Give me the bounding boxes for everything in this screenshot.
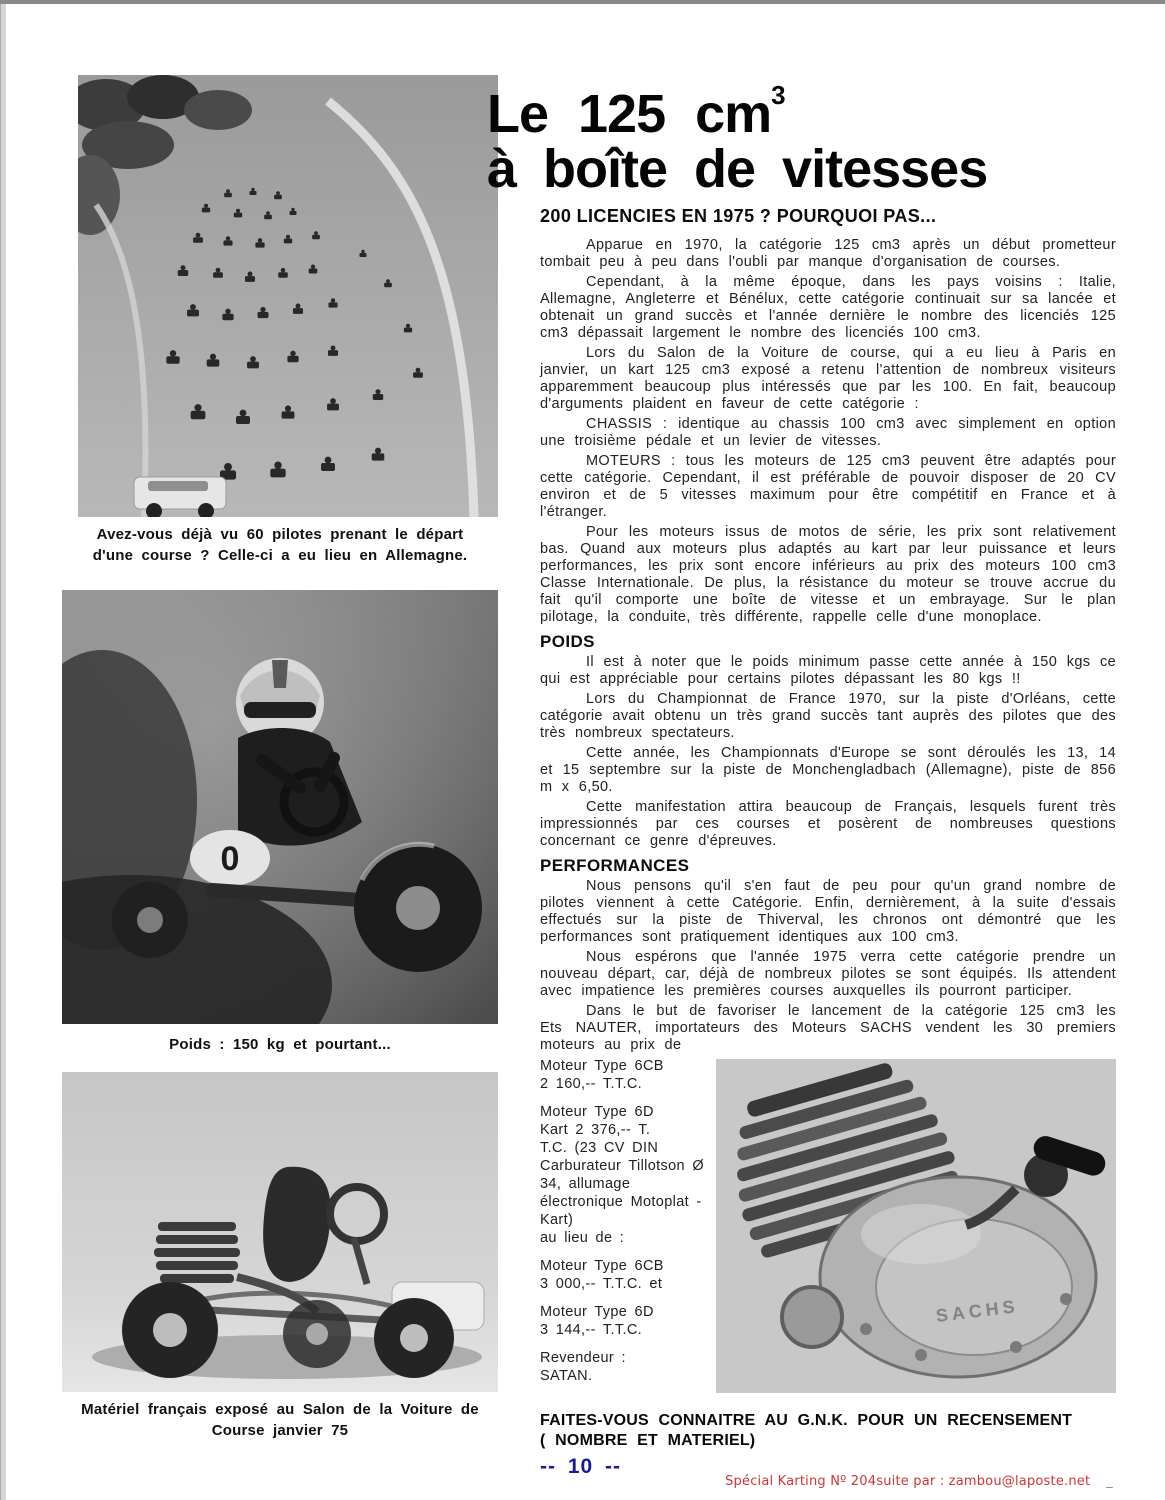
- article-body: [540, 237, 1116, 1478]
- price-block: Moteur Type 6D Kart 2 376,-- T. T.C. (23 CV DIN Carburateur Tillotson Ø 34, allumage électronique Motoplat - Kart) au lieu de :: [540, 1104, 704, 1246]
- photo-race-start: [78, 75, 498, 517]
- article-paragraph: Cependant, à la même époque, dans les pays voisins : Italie, Allemagne, Angleterre et Bénélux, cette catégorie continuait sur sa lancée et obtenait un grand succès et l'année dernière le nombre des licenciés 125 cm3 dépassait largement le nombre des licenciés 100 cm3.: [540, 274, 1116, 341]
- scan-left-edge: [0, 4, 6, 1500]
- photo-kart-racer-caption: Poids : 150 kg et pourtant...: [169, 1036, 391, 1053]
- article-paragraph: MOTEURS : tous les moteurs de 125 cm3 peuvent être adaptés pour cette catégorie. Cependant, il est préférable de pouvoir disposer de 20 CV environ et de 5 vitesses maximum pour être compétitif en France et à l'étranger.: [540, 453, 1116, 520]
- article-title: [487, 68, 1116, 197]
- scan-top-edge: [0, 0, 1165, 4]
- section-heading-poids: POIDS: [540, 632, 595, 651]
- article-paragraph: Cette manifestation attira beaucoup de Français, lesquels furent très impressionnés par ces courses et posèrent de nombreuses questions concernant ce genre d'épreuves.: [540, 799, 1116, 849]
- article-paragraph: Apparue en 1970, la catégorie 125 cm3 après un début prometteur tombait peu à peu dans l'oubli par manque d'organisation de courses.: [540, 237, 1116, 270]
- title-line-2: à boîte de vitesses: [487, 139, 988, 199]
- photo-kart-racer: [62, 590, 498, 1024]
- article-paragraph: Cette année, les Championnats d'Europe se sont déroulés les 13, 14 et 15 septembre sur la piste de Monchengladbach (Allemagne), piste de 856 m x 6,50.: [540, 745, 1116, 795]
- article-kicker: 200 LICENCIES EN 1975 ? POURQUOI PAS...: [540, 206, 937, 226]
- photo-race-start-image: [78, 75, 498, 517]
- article-paragraph: Il est à noter que le poids minimum passe cette année à 150 kgs ce qui est appréciable pour certains pilotes dépassant les 80 kgs !!: [540, 654, 1116, 687]
- photo-column: [62, 75, 498, 1441]
- footer-credit: [725, 1474, 1113, 1489]
- title-line-1: Le 125 $cm^3$: [487, 80, 786, 144]
- photo-race-start-caption: Avez-vous déjà vu 60 pilotes prenant le départ d'une course ? Celle-ci a eu lieu en Allemagne.: [92, 526, 468, 564]
- crankcase: [820, 1177, 1096, 1377]
- photo-salon-kart-image: [62, 1072, 498, 1392]
- article-paragraph: Nous pensons qu'il s'en faut de peu pour qu'un grand nombre de pilotes viennent à cette Catégorie. Enfin, dernièrement, à la suite d'essais effectués sur la piste de Thiverval, les chronos ont démontré que les performances sont pratiquement identiques aux 100 cm3.: [540, 878, 1116, 945]
- engine-brand-text: SACHS: [934, 1296, 1020, 1327]
- sprocket: [782, 1287, 842, 1347]
- photo-salon-kart-caption: Matériel français exposé au Salon de la Voiture de Course janvier 75: [81, 1401, 479, 1439]
- article-paragraph: CHASSIS : identique au chassis 100 cm3 avec simplement en option une troisième pédale et un levier de vitesses.: [540, 416, 1116, 449]
- gnk-notice: FAITES-VOUS CONNAITRE AU G.N.K. POUR UN RECENSEMENT ( NOMBRE ET MATERIEL): [540, 1412, 1073, 1449]
- footer-credit-trailing-mark: _: [1106, 1474, 1113, 1489]
- race-number: 0: [220, 840, 240, 878]
- price-block: Moteur Type 6CB 3 000,-- T.T.C. et: [540, 1258, 664, 1292]
- footer-credit-text: Spécial Karting Nº 204suite par : zambou@laposte.net: [725, 1474, 1091, 1489]
- article-paragraph: Dans le but de favoriser le lancement de la catégorie 125 cm3 les Ets NAUTER, importateurs des Moteurs SACHS vendent les 30 premiers moteurs au prix de: [540, 1003, 1116, 1053]
- photo-sachs-engine-image: [716, 1059, 1116, 1393]
- article-paragraph: Nous espérons que l'année 1975 verra cette catégorie prendre un nouveau départ, car, déjà de nombreux pilotes se sont équipés. Ils attendent avec impatience les premières courses auxquelles ils pourront participer.: [540, 949, 1116, 999]
- photo-sachs-engine: [716, 1059, 1116, 1393]
- price-block: Revendeur : SATAN.: [540, 1350, 626, 1384]
- article-paragraph: Lors du Championnat de France 1970, sur la piste d'Orléans, cette catégorie avait obtenu un très grand succès tant auprès des pilotes que des très nombreux spectateurs.: [540, 691, 1116, 741]
- price-block: Moteur Type 6D 3 144,-- T.T.C.: [540, 1304, 654, 1338]
- page-number: -- 10 --: [540, 1455, 621, 1478]
- number-plate: [190, 830, 270, 886]
- article-paragraph: Lors du Salon de la Voiture de course, qui a eu lieu à Paris en janvier, un kart 125 cm3 exposé a retenu l'attention de nombreux visiteurs apparemment beaucoup plus intéressés que par les 100. En fait, beaucoup d'arguments plaident en faveur de cette catégorie :: [540, 345, 1116, 412]
- article-paragraph: Pour les moteurs issus de motos de série, les prix sont relativement bas. Quand aux moteurs plus adaptés au kart par leur puissance et leurs performances, les prix sont encore inférieurs au prix des moteurs 100 cm3 Classe Internationale. De plus, la résistance du moteur se trouve accrue du fait qu'il comporte une boîte de vitesse et un embrayage. Sur le plan pilotage, la conduite, très différente, rappelle celle d'une monoplace.: [540, 524, 1116, 625]
- photo-salon-kart: [62, 1072, 498, 1392]
- title-superscript: 3: [771, 80, 786, 110]
- article-column: [487, 68, 1116, 1478]
- photo-kart-racer-image: [62, 590, 498, 1024]
- section-heading-performances: PERFORMANCES: [540, 856, 690, 875]
- price-block: Moteur Type 6CB 2 160,-- T.T.C.: [540, 1058, 664, 1092]
